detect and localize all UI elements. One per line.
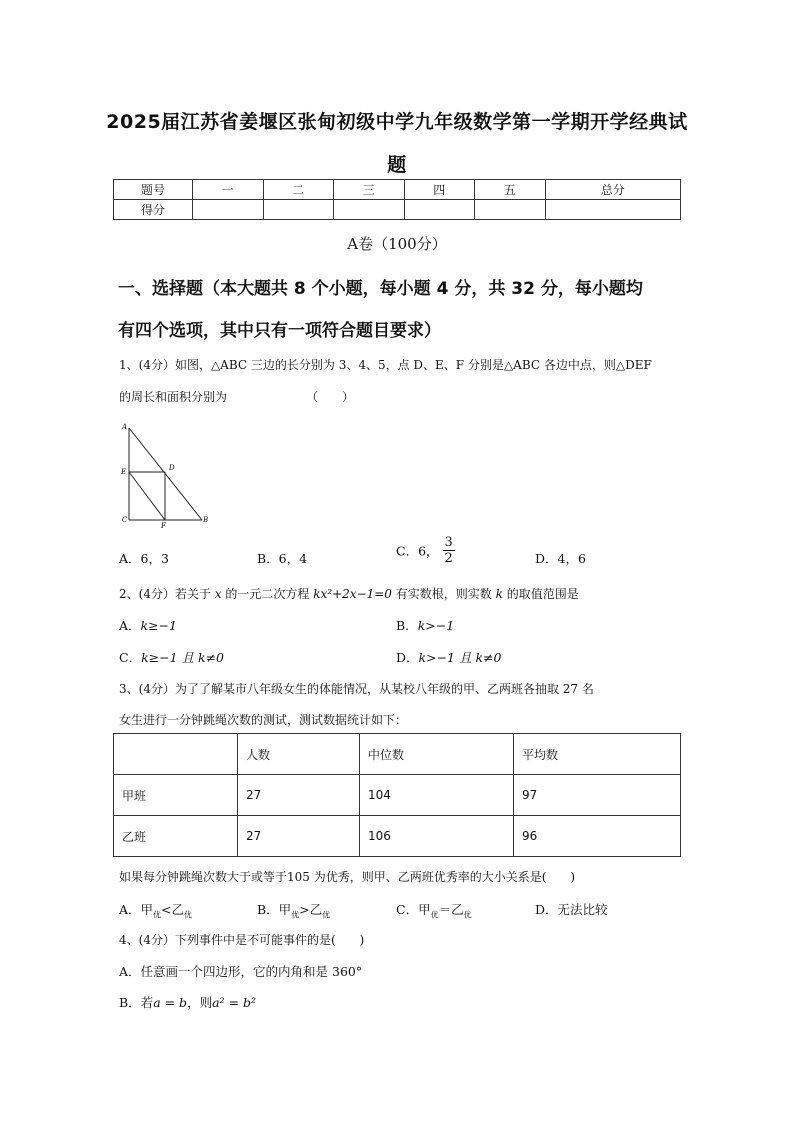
score-table [113, 179, 681, 220]
part1-heading-line2: 有四个选项，其中只有一项符合题目要求） [118, 321, 441, 341]
q2-option-d[interactable]: D．k>−1 且 k≠0 [396, 650, 502, 665]
table-cell: 96 [514, 816, 681, 857]
q3-line1: 3、(4分）为了了解某市八年级女生的体能情况，从某校八年级的甲、乙两班各抽取 27 名 [119, 682, 594, 696]
score-entry-cell[interactable] [263, 200, 334, 220]
table-cell: 甲班 [114, 775, 238, 816]
section-a-title: A卷（100分） [347, 235, 447, 253]
score-table-header-row [114, 180, 681, 200]
score-cell: 一 [193, 180, 264, 200]
q3-option-a[interactable]: A．甲$_优$<乙$_优$ [119, 902, 193, 920]
table-cell: 平均数 [514, 734, 681, 775]
q2-option-c[interactable]: C．k≥−1 且 k≠0 [119, 650, 225, 665]
q1-option-c-prefix: C．6， [396, 543, 439, 559]
q3-after-text: 如果每分钟跳绳次数大于或等于105 为优秀，则甲、乙两班优秀率的大小关系是( ) [119, 870, 576, 884]
score-cell: 得分 [114, 200, 193, 220]
score-entry-cell[interactable] [334, 200, 405, 220]
fraction-numerator: 3 [444, 535, 453, 550]
table-cell: 人数 [238, 734, 360, 775]
page-title-line1: 2025届江苏省姜堰区张甸初级中学九年级数学第一学期开学经典试 [106, 111, 688, 133]
q1-option-b[interactable]: B．6，4 [257, 551, 308, 566]
q4-stem: 4、(4分）下列事件中是不可能事件的是( ) [119, 933, 365, 947]
q2-option-b[interactable]: B．k>−1 [396, 618, 455, 633]
q1-option-c[interactable] [396, 535, 455, 566]
score-table-score-row [114, 200, 681, 220]
score-entry-cell[interactable] [545, 200, 681, 220]
q3-line2: 女生进行一分钟跳绳次数的测试，测试数据统计如下： [119, 713, 408, 727]
label-D: D [169, 464, 175, 472]
q1-line1: 1、(4分）如图，△ABC 三边的长分别为 3、4、5，点 D、E、F 分别是△ABC 各边中点，则△DEF [119, 358, 652, 372]
score-cell: 二 [263, 180, 334, 200]
q2-option-a[interactable]: A．k≥−1 [119, 618, 178, 633]
q1-option-c-fraction [443, 535, 455, 566]
table-row [114, 816, 681, 857]
label-A: A [122, 423, 128, 431]
q1-triangle-figure [115, 420, 215, 530]
table-cell: 中位数 [360, 734, 514, 775]
label-E: E [121, 468, 127, 476]
q4-option-a[interactable]: A．任意画一个四边形，它的内角和是 360° [119, 964, 363, 979]
score-entry-cell[interactable] [475, 200, 546, 220]
q2-stem: 2、(4分）若关于 x 的一元二次方程 kx²+2x−1=0 有实数根，则实数 k 的取值范围是 [119, 587, 579, 601]
table-cell [114, 734, 238, 775]
q4-option-b[interactable]: B．若a = b，则a² = b² [119, 995, 256, 1010]
part1-heading-line1: 一、选择题（本大题共 8 个小题，每小题 4 分，共 32 分，每小题均 [118, 279, 643, 299]
q3-data-table [113, 733, 681, 857]
q3-option-d[interactable]: D．无法比较 [535, 902, 608, 917]
score-cell: 题号 [114, 180, 193, 200]
label-B: B [203, 516, 209, 524]
score-cell: 五 [475, 180, 546, 200]
label-C: C [122, 516, 128, 524]
q1-line2: 的周长和面积分别为 [119, 390, 228, 404]
table-cell: 106 [360, 816, 514, 857]
score-cell: 三 [334, 180, 405, 200]
q1-option-a[interactable]: A．6，3 [119, 551, 169, 566]
q1-option-d[interactable]: D．4，6 [535, 551, 586, 566]
table-cell: 104 [360, 775, 514, 816]
score-cell: 总分 [545, 180, 681, 200]
page-title-line2: 题 [387, 154, 407, 176]
table-cell: 乙班 [114, 816, 238, 857]
table-row [114, 775, 681, 816]
q3-option-c[interactable]: C．甲$_优$＝乙$_优$ [396, 902, 472, 920]
table-row [114, 734, 681, 775]
q3-option-b[interactable]: B．甲$_优$>乙$_优$ [257, 902, 331, 920]
table-cell: 27 [238, 816, 360, 857]
table-cell: 97 [514, 775, 681, 816]
q1-answer-blank: （ ） [306, 390, 355, 404]
score-cell: 四 [404, 180, 475, 200]
score-entry-cell[interactable] [404, 200, 475, 220]
score-entry-cell[interactable] [193, 200, 264, 220]
fraction-denominator: 2 [444, 551, 453, 566]
label-F: F [161, 522, 166, 530]
table-cell: 27 [238, 775, 360, 816]
